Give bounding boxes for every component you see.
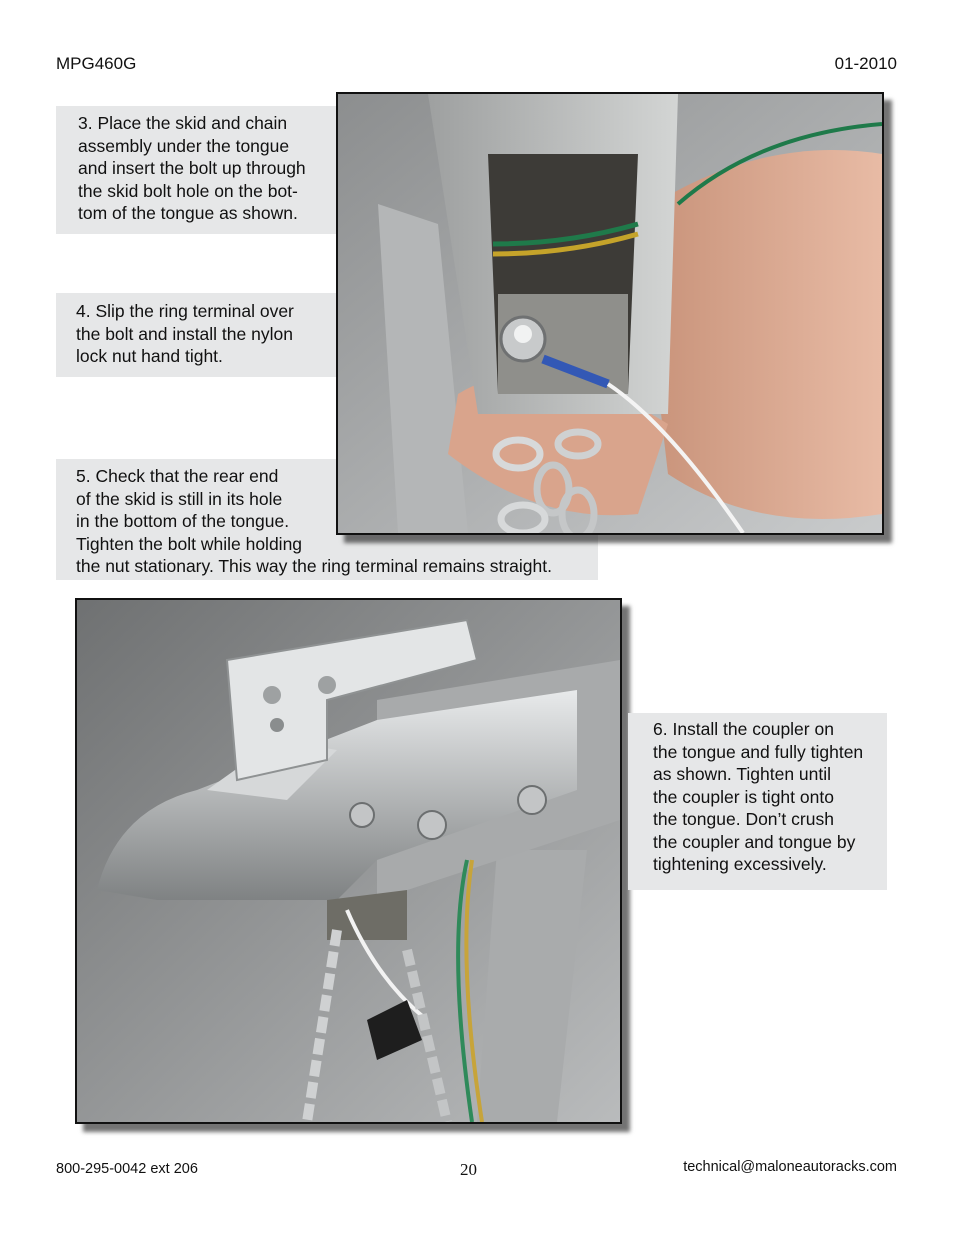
- coupler-illustration: [77, 600, 620, 1122]
- doc-code: MPG460G: [56, 54, 137, 73]
- step-4-text: 4. Slip the ring terminal over the bolt and install the nylon lock nut hand tight.: [56, 293, 336, 377]
- tongue-bolt-illustration: [338, 94, 882, 533]
- doc-date: 01-2010: [834, 54, 897, 73]
- step-6-text: 6. Install the coupler on the tongue and fully tighten as shown. Tighten until the coupler is tight onto the tongue. Don’t crush the coupler and tongue by tightening excessively.: [628, 713, 887, 890]
- photo-tongue-bolt-install: [336, 92, 884, 535]
- footer-phone: 800-295-0042 ext 206: [56, 1161, 198, 1177]
- page-number: 20: [460, 1160, 477, 1179]
- footer-email: technical@maloneautoracks.com: [683, 1159, 897, 1175]
- photo-coupler-installed: [75, 598, 622, 1124]
- step-5-text: 5. Check that the rear end of the skid is still in its hole in the bottom of the tongue. Tighten the bolt while holding the nut stationary. This way the ring terminal remains straight.: [56, 459, 598, 580]
- step-3-text: 3. Place the skid and chain assembly under the tongue and insert the bolt up through the skid bolt hole on the bot- tom of the tongue as shown.: [56, 106, 336, 234]
